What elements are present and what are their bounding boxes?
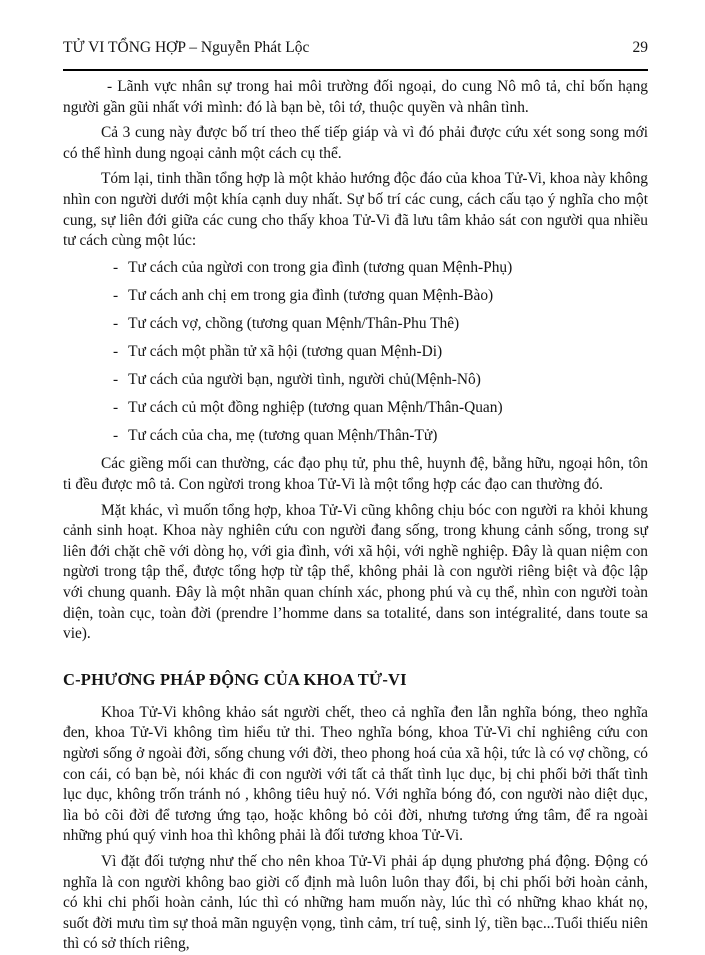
list-item [63,426,648,447]
list-item-text: Tư cách một phần tử xã hội (tương quan Mệnh-Di) [128,343,443,361]
page-header [63,38,648,58]
list-item [63,314,648,335]
paragraph-ca-3-cung: Cả 3 cung này được bố trí theo thế tiếp giáp và vì đó phải được cứu xét song song mới có thể hình dung ngoại cảnh một cách cụ thể. [63,124,648,162]
list-item [63,398,648,419]
bullet-marker: - [113,343,119,361]
list-item [63,342,648,363]
section-heading: C-PHƯƠNG PHÁP ĐỘNG CỦA KHOA TỬ-VI [63,669,407,689]
paragraph-tom-lai: Tóm lại, tinh thần tổng hợp là một khảo hướng độc đáo của khoa Tử-Vi, khoa này không nhìn con người dưới một khía cạnh duy nhất. Sự bố trí các cung, cách cấu tạo ý nghĩa cho một cung, sự liên đới giữa các cung cho thấy khoa Tử-Vi đã lưu tâm khảo sát con người qua nhiều tư cách cùng một lúc: [63,170,648,250]
tu-cach-list [63,258,648,447]
page-number: 29 [632,39,648,56]
paragraph-cac-gieng-moi: Các giềng mối can thường, các đạo phụ tử, phu thê, huynh đệ, bằng hữu, ngoại hôn, tôn ti đều được mô tả. Con ngừơi trong khoa Tử-Vi là một tổng hợp các đạo can thường đó. [63,455,648,493]
bullet-marker: - [113,427,119,445]
list-item-text: Tư cách của cha, mẹ (tương quan Mệnh/Thân-Tử) [128,427,438,445]
list-item-text: Tư cách vợ, chồng (tương quan Mệnh/Thân-Phu Thê) [128,314,460,332]
bullet-marker: - [113,399,119,417]
paragraph-vi-dat-doi-tuong: Vì đặt đối tượng như thế cho nên khoa Tử-Vi phải áp dụng phương phá động. Động có nghĩa là con người không bao giời cố định mà luôn luôn thay đổi, bị chi phối bởi hoàn cảnh, có khi chi phối hoàn cảnh, lúc thì có những ham muốn này, lúc thì có những khao khát nọ, suốt đời mưu tìm sự thoả mãn nguyện vọng, tình cảm, trí tuệ, sinh lý, tiền bạc...Tuổi thiếu niên thì có sở thích riêng, [63,852,648,953]
paragraph-mat-khac: Mặt khác, vì muốn tổng hợp, khoa Tử-Vi cũng không chịu bóc con người ra khỏi khung cảnh sinh hoạt. Khoa này nghiên cứu con người đang sống, trong khung cảnh sống, trong sự liên đới chặt chẽ với dòng họ, với gia đình, với xã hội, với nghề nghiệp. Đây là quan niệm con ngừơi trong tập thể, được tổng hợp từ tập thể, không phải là con người riêng biệt và độc lập với chung quanh. Đây là một nhãn quan chính xác, phong phú và cụ thể, nhìn con người toàn diện, toàn cục, toàn đời (prendre l’homme dans sa totalité, dans son intégralité, dans toute sa vie). [63,501,648,643]
list-item-text: Tư cách của ngừơi con trong gia đình (tương quan Mệnh-Phụ) [128,258,513,276]
bullet-marker: - [113,371,119,389]
list-item-text: Tư cách anh chị em trong gia đình (tương quan Mệnh-Bào) [128,286,494,304]
paragraph-lanh-vuc: - Lãnh vực nhân sự trong hai môi trường đối ngoại, do cung Nô mô tả, chỉ bốn hạng người gần gũi nhất với mình: đó là bạn bè, tôi tớ, thuộc quyền và nhân tình. [63,78,648,116]
bullet-marker: - [113,314,119,332]
list-item [63,370,648,391]
list-item-text: Tư cách củ một đồng nghiệp (tương quan Mệnh/Thân-Quan) [128,399,503,417]
list-item [63,286,648,307]
bullet-marker: - [113,258,119,276]
running-title: TỬ VI TỔNG HỢP – Nguyễn Phát Lộc [63,39,310,56]
paragraph-khoa-tu-vi: Khoa Tử-Vi không khảo sát người chết, theo cả nghĩa đen lẫn nghĩa bóng, theo nghĩa đen, khoa Tử-Vi không tìm hiểu tử thi. Theo nghĩa bóng, khoa Tử-Vi chỉ nghiêng cứu con ngừơi sống ở ngoài đời, sống chung với đời, theo phong hoá của xã hội, tức là có vợ chồng, có con cái, có bạn bè, nói khác đi con người với tất cả thất tình lục dục, bị chi phối bởi thất tình lục dục, không trốn tránh nó , không tiêu huỷ nó. Với nghĩa bóng đó, con người nào diệt dục, lìa bỏ cõi đời để tương ứng tạo, hoặc không bỏ cỏi đời, nhưng tương ứng tâm, để ra ngoài những phú quý vinh hoa thì không phải là đối tương khoa Tử-Vi. [63,703,648,845]
list-item-text: Tư cách của người bạn, người tình, người chủ(Mệnh-Nô) [128,371,481,389]
header-divider [63,69,648,71]
bullet-marker: - [113,286,119,304]
list-item [63,258,648,279]
